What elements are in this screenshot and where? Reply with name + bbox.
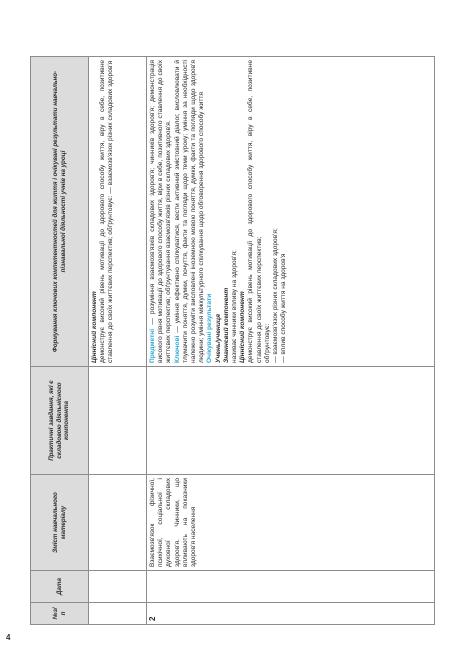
row2-content: Взаємозв'язок фізичної, психічної, соціальної і духовної складових здоров'я. Чинники, що впливають на показники здоров'я населення <box>147 475 435 571</box>
key-text: — уміння ефективно спілкуватися, вести активний змістовний діалог, висловлювати й тлумачити поняття, думки, почуття, факти та погляди щодо теми уроку; уміння за необхідності належно розуміти висловлені іноземною мовою поняття, думки, факти та погляди щодо здоров'я людини; уміння міжкультурного спілкування щодо обговорення здорового способу життя <box>173 60 206 363</box>
row2-num: 2 <box>147 603 435 625</box>
row1-text: демонструє високий рівень мотивації до здорового способу життя, віру в себе, позитивне ставлення до своїх життєвих перспектив; обґрунтовує: — взаємозв'язок різних складових здоров'я <box>99 60 115 363</box>
table-row <box>147 57 435 625</box>
value-label: Ціннісний компонент <box>239 291 247 363</box>
rotated-page <box>30 57 435 625</box>
page-number: 4 <box>6 633 11 642</box>
justifies-text: обґрунтовує: <box>263 323 271 363</box>
results-label: Очікувані результати <box>206 293 214 363</box>
knowledge-label: Знаннєвий компонент <box>222 287 230 363</box>
table-row <box>89 57 147 625</box>
subject-label: Предметні <box>149 328 156 363</box>
student-label: Учень/учениця <box>214 313 222 363</box>
key-label: Ключові <box>173 335 181 363</box>
row1-component-label: Ціннісний компонент <box>91 291 98 363</box>
value-text: демонструє високий рівень мотивації до здорового способу життя, віру в себе, позитивне ставлення до своїх життєвих перспектив; <box>247 60 263 363</box>
header-content: Зміст навчального матеріалу <box>31 475 89 571</box>
bullet-1: — взаємозв'язок різних складових здоров'я; <box>272 228 280 363</box>
lesson-plan-table <box>30 56 435 625</box>
header-date: Дата <box>31 571 89 603</box>
knowledge-text: називає чинники впливу на здоров'я; <box>231 250 239 363</box>
bullet-2: — вплив способу життя на здоров'я <box>280 253 288 363</box>
subject-text: — розуміння взаємозв'язків складових здоров'я; чинників здоров'я; демонстрація високого рівня мотивації до здорового способу життя, віри в себе, позитивного ставлення до своїх життєвих перспектив; обґрунтування взаємозв'язків різних складових здоров'я. <box>149 60 173 363</box>
header-tasks: Практичні завдання, які є складовою діяльнісного компонента <box>31 367 89 475</box>
header-competence: Формування ключових компетентностей для життя і очікувані результати навчально-пізнавальної діяльності учнів на уроці <box>31 57 89 367</box>
row1-competence-cell <box>89 57 147 367</box>
row2-competence-cell <box>147 57 435 367</box>
header-num: №з/п <box>31 603 89 625</box>
